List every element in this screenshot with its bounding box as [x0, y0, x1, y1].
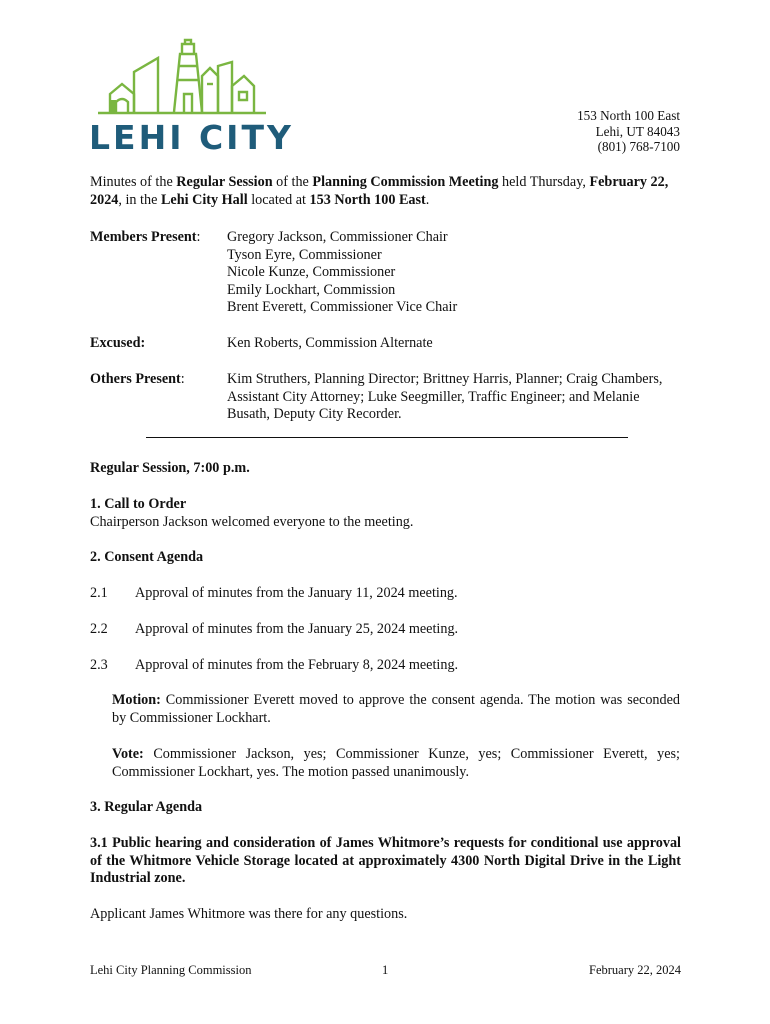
intro-text: located at: [247, 191, 310, 208]
session-title: Regular Session, 7:00 p.m.: [90, 460, 250, 476]
motion-paragraph: [112, 692, 680, 727]
session-type: Regular Session: [176, 174, 273, 190]
meeting-address: 153 North 100 East: [309, 191, 426, 208]
members-present-label: Members Present:: [90, 229, 201, 245]
intro-text: , in the: [118, 191, 161, 208]
intro-text: Minutes of the: [90, 174, 177, 190]
intro-text: held Thursday,: [498, 174, 590, 190]
consent-agenda-heading: 2. Consent Agenda: [90, 549, 204, 565]
call-to-order-heading: 1. Call to Order: [90, 496, 187, 512]
meeting-name: Planning Commission Meeting: [312, 174, 499, 190]
intro-text: of the: [272, 174, 313, 190]
member: Nicole Kunze, Commissioner: [227, 264, 396, 280]
vote-text: Commissioner Jackson, yes; Commissioner Kunze, yes; Commissioner Everett, yes; Commissioner Lockhart, yes. The motion passed unanimously.: [112, 746, 680, 780]
motion-label: Motion:: [112, 692, 161, 708]
others-present-label: Others Present:: [90, 371, 185, 387]
vote-label: Vote:: [112, 746, 144, 762]
footer-left: Lehi City Planning Commission: [90, 963, 252, 977]
page-number: 1: [382, 963, 389, 977]
meeting-date: February 22, 2024: [90, 174, 669, 208]
vote-paragraph: [112, 746, 680, 781]
meeting-venue: Lehi City Hall: [160, 191, 248, 208]
intro-text: .: [425, 191, 430, 208]
consent-item-text: Approval of minutes from the January 11, 2024 meeting.: [135, 585, 458, 601]
excused-list: Ken Roberts, Commission Alternate: [227, 335, 433, 351]
regular-agenda-heading: 3. Regular Agenda: [90, 799, 203, 815]
others-list: Kim Struthers, Planning Director; Brittney Harris, Planner; Craig Chambers, Assistant City Attorney; Luke Seegmiller, Traffic Engineer; and Melanie Busath, Deputy City Recorder.: [227, 371, 663, 422]
address-city: Lehi, UT 84043: [595, 123, 680, 139]
intro-paragraph: [90, 174, 682, 209]
member: Emily Lockhart, Commission: [227, 281, 396, 298]
address-street: 153 North 100 East: [577, 108, 680, 123]
agenda-item-3-1-text: Applicant James Whitmore was there for any questions.: [90, 906, 408, 922]
member: Brent Everett, Commissioner Vice Chair: [227, 299, 458, 315]
address-block: [577, 108, 680, 155]
agenda-item-3-1-heading: 3.1 Public hearing and consideration of James Whitmore’s requests for conditional use approval of the Whitmore Vehicle Storage located at approximately 4300 North Digital Drive in the Light Industrial zone.: [90, 835, 681, 886]
consent-item-text: Approval of minutes from the January 25, 2024 meeting.: [135, 621, 459, 637]
footer-date: February 22, 2024: [589, 963, 681, 977]
consent-item-number: 2.1: [90, 585, 108, 601]
motion-text: Commissioner Everett moved to approve the consent agenda. The motion was seconded by Commissioner Lockhart.: [112, 692, 680, 726]
consent-item-number: 2.3: [90, 657, 108, 673]
address-phone: (801) 768-7100: [597, 139, 680, 154]
consent-item-number: 2.2: [90, 621, 108, 637]
logo-text: LEHI CITY: [89, 118, 294, 157]
member: Tyson Eyre, Commissioner: [227, 246, 382, 263]
lehi-city-logo: [88, 36, 294, 157]
members-list: [227, 229, 687, 317]
consent-item-text: Approval of minutes from the February 8, 2024 meeting.: [135, 657, 459, 673]
divider: [146, 437, 628, 438]
excused-label: Excused:: [90, 335, 146, 351]
call-to-order-text: Chairperson Jackson welcomed everyone to the meeting.: [90, 514, 414, 530]
member: Gregory Jackson, Commissioner Chair: [227, 229, 448, 245]
city-skyline-icon: [88, 36, 288, 120]
